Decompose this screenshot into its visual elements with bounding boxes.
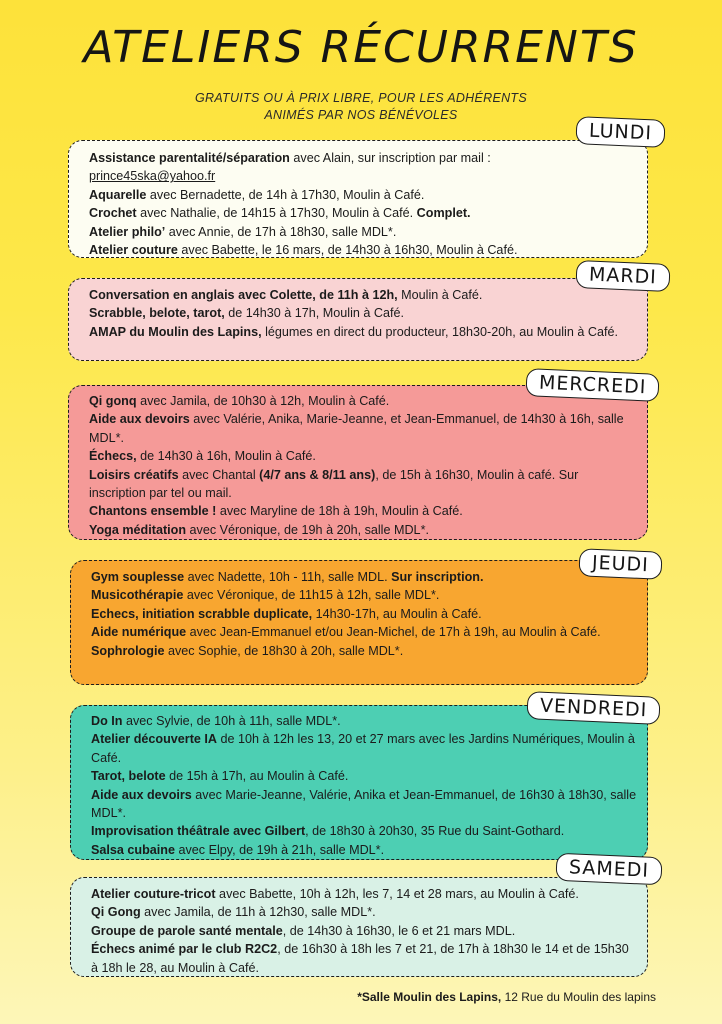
activity-details: de 14h30 à 16h, Moulin à Café.	[136, 449, 316, 464]
list-item	[89, 167, 637, 185]
subtitle-line-2: ANIMÉS PAR NOS BÉNÉVOLES	[264, 108, 458, 122]
list-item	[91, 730, 637, 767]
activity-note: Sur inscription.	[391, 570, 484, 584]
entries-list	[89, 149, 637, 259]
activity-details: avec Sylvie, de 10h à 11h, salle MDL*.	[122, 714, 341, 728]
activity-name: Loisirs créatifs	[89, 467, 179, 482]
footnote	[357, 990, 656, 1004]
entries-list	[91, 885, 637, 977]
list-item	[91, 940, 637, 977]
activity-name: Groupe de parole santé mentale	[91, 923, 283, 938]
activity-details: avec Sophie, de 18h30 à 20h, salle MDL*.	[164, 643, 404, 658]
list-item	[91, 903, 637, 921]
activity-name: Atelier découverte IA	[91, 732, 217, 747]
list-item	[89, 204, 637, 222]
activity-details: avec Babette, le 16 mars, de 14h30 à 16h30, Moulin à Café.	[177, 243, 518, 258]
activity-details: avec Alain, sur inscription par mail :	[289, 151, 491, 165]
activity-details: avec Bernadette, de 14h à 17h30, Moulin à Café.	[146, 187, 425, 202]
activity-name: Musicothérapie	[91, 588, 184, 603]
activity-name: Crochet	[89, 206, 137, 221]
activity-details-extra: , de 15h à 16h30, Moulin à café. Sur inscription par tel ou mail.	[89, 467, 579, 501]
day-section-samedi	[70, 877, 648, 977]
activity-name: Échecs,	[89, 449, 137, 464]
list-item	[91, 568, 637, 586]
list-item	[89, 521, 637, 539]
activity-details: avec Véronique, de 11h15 à 12h, salle MDL*.	[183, 588, 440, 603]
activity-name: Improvisation théâtrale avec Gilbert	[91, 824, 306, 839]
list-item	[91, 642, 637, 660]
entries-list	[91, 712, 637, 859]
activity-name: Salsa cubaine	[91, 842, 175, 857]
entries-list	[89, 392, 637, 539]
day-label-vendredi: VENDREDI	[526, 691, 660, 725]
day-label-mardi: MARDI	[575, 260, 670, 292]
activity-name: Gym souplesse	[91, 570, 185, 584]
list-item	[91, 605, 637, 623]
activity-name: Aide numérique	[91, 625, 187, 640]
list-item	[91, 623, 637, 641]
activity-name: Do In	[91, 714, 123, 728]
day-section-lundi	[68, 140, 648, 258]
activity-details: avec Jamila, de 10h30 à 12h, Moulin à Café.	[136, 394, 390, 408]
list-item	[89, 304, 637, 322]
day-section-mardi	[68, 278, 648, 361]
activity-name: Aquarelle	[89, 187, 147, 202]
activity-name: Qi Gong	[91, 905, 141, 920]
footnote-text: 12 Rue du Moulin des lapins	[501, 990, 656, 1004]
list-item	[89, 410, 637, 447]
day-label-samedi: SAMEDI	[555, 853, 662, 886]
activity-name: Scrabble, belote, tarot,	[89, 306, 225, 321]
activity-details: avec Elpy, de 19h à 21h, salle MDL*.	[175, 842, 385, 857]
day-section-jeudi	[70, 560, 648, 685]
day-section-mercredi	[68, 385, 648, 540]
list-item	[89, 466, 637, 503]
entries-list	[91, 568, 637, 660]
day-section-vendredi	[70, 705, 648, 860]
activity-name: Atelier couture	[89, 243, 178, 258]
email-link[interactable]: prince45ska@yahoo.fr	[89, 169, 216, 184]
activity-name: Aide aux devoirs	[91, 787, 192, 802]
activity-details: avec Véronique, de 19h à 20h, salle MDL*.	[186, 522, 429, 537]
activity-details: Moulin à Café.	[397, 288, 483, 302]
list-item	[89, 223, 637, 241]
activity-details: avec Nadette, 10h - 11h, salle MDL.	[184, 570, 392, 584]
activity-name: Chantons ensemble !	[89, 504, 217, 519]
list-item	[91, 767, 637, 785]
list-item	[89, 502, 637, 520]
activity-name: Echecs, initiation scrabble duplicate,	[91, 606, 313, 621]
list-item	[91, 841, 637, 859]
activity-details: avec Babette, 10h à 12h, les 7, 14 et 28 mars, au Moulin à Café.	[215, 887, 579, 901]
activity-name: Tarot, belote	[91, 769, 166, 784]
activity-name: Conversation en anglais avec Colette, de 11h à 12h,	[89, 288, 398, 302]
activity-details: avec Annie, de 17h à 18h30, salle MDL*.	[165, 224, 397, 239]
activity-details: , de 14h30 à 16h30, le 6 et 21 mars MDL.	[282, 923, 516, 938]
activity-details: avec Maryline de 18h à 19h, Moulin à Café.	[216, 504, 463, 519]
activity-name: Échecs animé par le club R2C2	[91, 942, 278, 957]
activity-details: avec Valérie, Anika, Marie-Jeanne, et Jean-Emmanuel, de 14h30 à 16h, salle MDL*.	[89, 412, 624, 445]
activity-name: AMAP du Moulin des Lapins,	[89, 324, 262, 339]
list-item	[91, 885, 637, 903]
activity-details: légumes en direct du producteur, 18h30-20h, au Moulin à Café.	[261, 324, 618, 339]
footnote-bold: *Salle Moulin des Lapins,	[357, 990, 502, 1004]
activity-note: (4/7 ans & 8/11 ans)	[259, 467, 376, 482]
activity-name: Atelier couture-tricot	[91, 887, 216, 901]
activity-details: avec Nathalie, de 14h15 à 17h30, Moulin à Café.	[136, 206, 417, 221]
list-item	[91, 922, 637, 940]
list-item	[91, 822, 637, 840]
activity-name: Atelier philo’	[89, 224, 166, 239]
day-label-mercredi: MERCREDI	[525, 368, 659, 402]
subtitle-line-1: GRATUITS OU À PRIX LIBRE, POUR LES ADHÉRENTS	[194, 91, 527, 105]
activity-details: de 15h à 17h, au Moulin à Café.	[165, 769, 349, 784]
activity-details: , de 16h30 à 18h les 7 et 21, de 17h à 18h30 le 14 et de 15h30 à 18h le 28, au Moulin à Café.	[91, 942, 629, 975]
page-title: ATELIERS RÉCURRENTS	[83, 22, 639, 73]
activity-details: avec Jamila, de 11h à 12h30, salle MDL*.	[140, 905, 376, 920]
activity-name: Qi gonq	[89, 394, 137, 408]
list-item	[89, 323, 637, 341]
list-item	[89, 149, 637, 167]
activity-note: Complet.	[416, 206, 471, 221]
list-item	[89, 186, 637, 204]
list-item	[89, 286, 637, 304]
activity-details: 14h30-17h, au Moulin à Café.	[312, 606, 482, 621]
activity-details: , de 18h30 à 20h30, 35 Rue du Saint-Gothard.	[305, 824, 565, 839]
activity-details: de 10h à 12h les 13, 20 et 27 mars avec les Jardins Numériques, Moulin à Café.	[91, 732, 635, 765]
activity-name: Yoga méditation	[89, 522, 187, 537]
activity-details: de 14h30 à 17h, Moulin à Café.	[224, 306, 405, 321]
list-item	[91, 786, 637, 823]
activity-name: Aide aux devoirs	[89, 412, 190, 427]
entries-list	[89, 286, 637, 341]
day-label-jeudi: JEUDI	[578, 548, 662, 580]
list-item	[89, 241, 637, 259]
activity-details: avec Jean-Emmanuel et/ou Jean-Michel, de 17h à 19h, au Moulin à Café.	[186, 625, 601, 640]
list-item	[89, 447, 637, 465]
activity-name: Assistance parentalité/séparation	[89, 151, 290, 165]
list-item	[91, 586, 637, 604]
activity-name: Sophrologie	[91, 643, 165, 658]
activity-details: avec Marie-Jeanne, Valérie, Anika et Jean-Emmanuel, de 16h30 à 18h30, salle MDL*.	[91, 787, 637, 821]
day-label-lundi: LUNDI	[575, 116, 665, 148]
activity-details: avec Chantal	[178, 467, 260, 482]
